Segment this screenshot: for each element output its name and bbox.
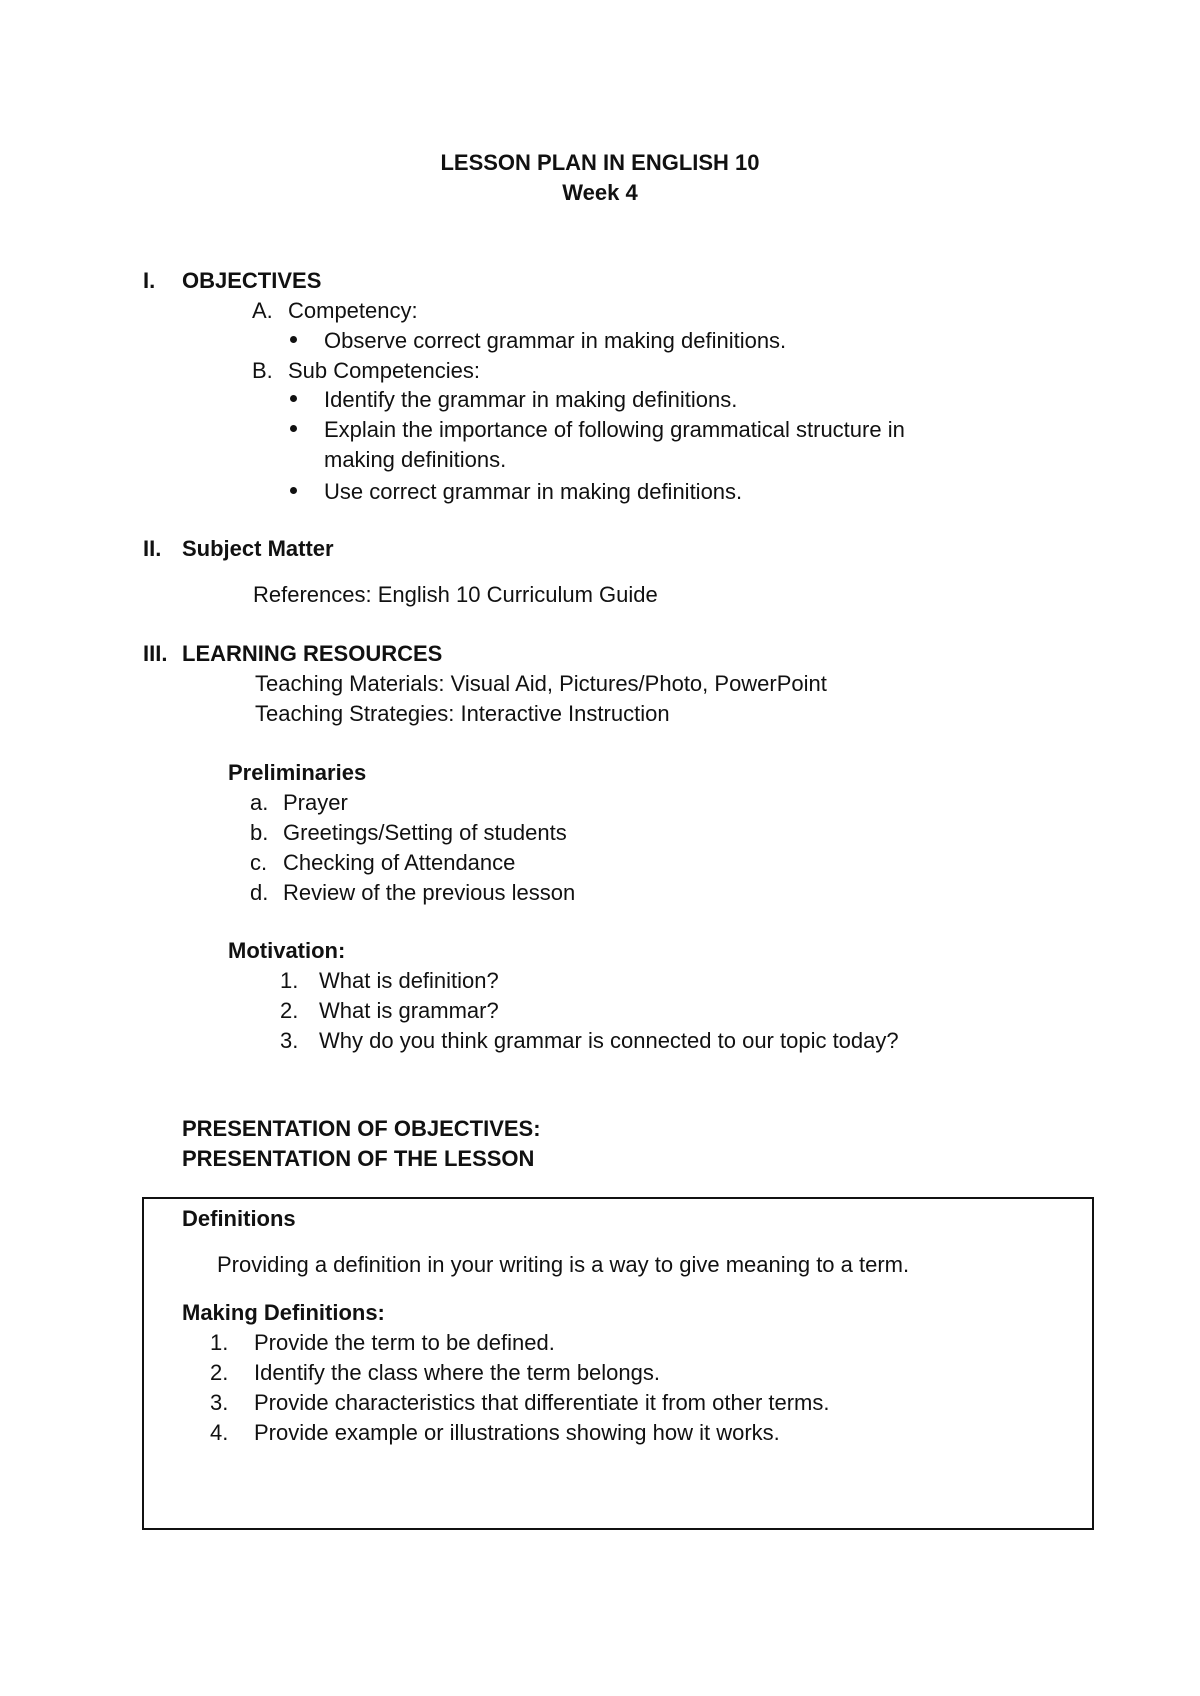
learning-resources-numeral: III. xyxy=(143,641,168,666)
definition-step-marker: 4. xyxy=(210,1420,229,1445)
presentation-objectives-heading: PRESENTATION OF OBJECTIVES: xyxy=(182,1116,541,1141)
preliminaries-heading: Preliminaries xyxy=(228,760,367,785)
motivation-marker: 2. xyxy=(280,998,299,1023)
preliminaries-item: Review of the previous lesson xyxy=(283,880,576,905)
bullet-icon xyxy=(290,487,297,494)
objectives-heading: OBJECTIVES xyxy=(182,268,322,293)
sub-competency-item: Use correct grammar in making definitions. xyxy=(324,479,743,504)
subject-matter-heading: Subject Matter xyxy=(182,536,334,561)
preliminaries-item: Checking of Attendance xyxy=(283,850,516,875)
definition-step-marker: 1. xyxy=(210,1330,229,1355)
making-definitions-heading: Making Definitions: xyxy=(182,1300,385,1325)
learning-resources-heading: LEARNING RESOURCES xyxy=(182,641,443,666)
preliminaries-marker: c. xyxy=(250,850,268,875)
definition-step-marker: 2. xyxy=(210,1360,229,1385)
preliminaries-marker: a. xyxy=(250,790,269,815)
sub-competencies-letter: B. xyxy=(252,358,273,383)
preliminaries-marker: d. xyxy=(250,880,269,905)
sub-competency-item: Explain the importance of following grammatical structure in xyxy=(324,417,905,442)
definitions-intro: Providing a definition in your writing is a way to give meaning to a term. xyxy=(217,1252,910,1277)
preliminaries-item: Prayer xyxy=(283,790,348,815)
bullet-icon xyxy=(290,425,297,432)
definition-step: Provide the term to be defined. xyxy=(254,1330,555,1355)
document-week: Week 4 xyxy=(562,180,638,205)
motivation-marker: 3. xyxy=(280,1028,299,1053)
references-text: References: English 10 Curriculum Guide xyxy=(253,582,658,607)
bullet-icon xyxy=(290,395,297,402)
definition-step-marker: 3. xyxy=(210,1390,229,1415)
definition-step: Identify the class where the term belongs. xyxy=(254,1360,660,1385)
document-title: LESSON PLAN IN ENGLISH 10 xyxy=(440,150,760,175)
motivation-item: What is grammar? xyxy=(319,998,499,1023)
subject-matter-numeral: II. xyxy=(143,536,162,561)
sub-competency-item-continued: making definitions. xyxy=(324,447,507,472)
competency-label: Competency: xyxy=(288,298,418,323)
competency-letter: A. xyxy=(252,298,273,323)
teaching-strategies: Teaching Strategies: Interactive Instruction xyxy=(255,701,670,726)
motivation-marker: 1. xyxy=(280,968,299,993)
definition-step: Provide example or illustrations showing how it works. xyxy=(254,1420,780,1445)
preliminaries-marker: b. xyxy=(250,820,269,845)
sub-competencies-label: Sub Competencies: xyxy=(288,358,480,383)
motivation-item: What is definition? xyxy=(319,968,499,993)
definitions-heading: Definitions xyxy=(182,1206,296,1231)
competency-item: Observe correct grammar in making definitions. xyxy=(324,328,787,353)
preliminaries-item: Greetings/Setting of students xyxy=(283,820,567,845)
sub-competency-item: Identify the grammar in making definitions. xyxy=(324,387,738,412)
objectives-numeral: I. xyxy=(143,268,156,293)
motivation-item: Why do you think grammar is connected to our topic today? xyxy=(319,1028,899,1053)
definition-step: Provide characteristics that differentiate it from other terms. xyxy=(254,1390,830,1415)
teaching-materials: Teaching Materials: Visual Aid, Pictures/Photo, PowerPoint xyxy=(255,671,827,696)
motivation-heading: Motivation: xyxy=(228,938,346,963)
presentation-lesson-heading: PRESENTATION OF THE LESSON xyxy=(182,1146,535,1171)
bullet-icon xyxy=(290,336,297,343)
